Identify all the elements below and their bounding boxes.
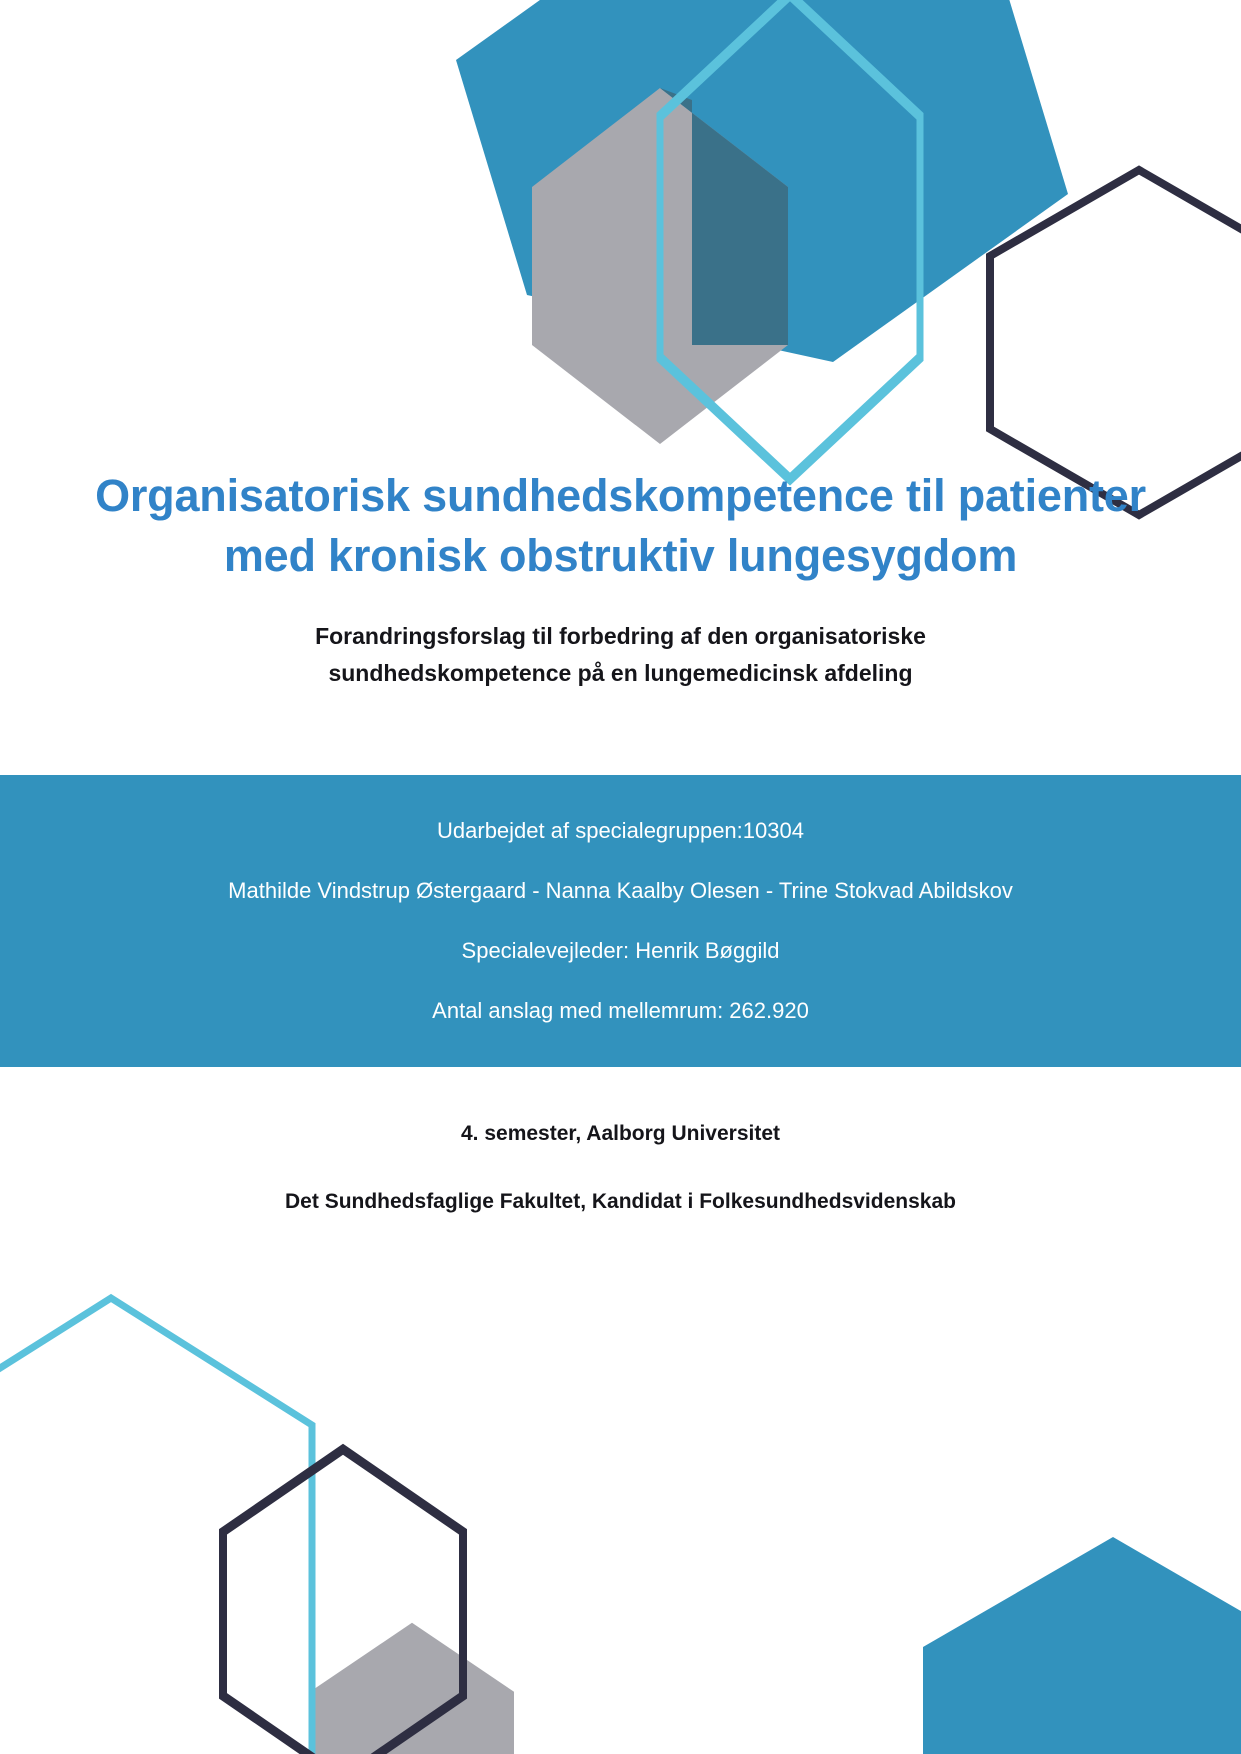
author-info-banner bbox=[0, 775, 1241, 1067]
light-blue-polyline bbox=[0, 1298, 312, 1754]
navy-hexagon-bottom-outline bbox=[223, 1449, 463, 1754]
gray-hexagon-bottom bbox=[310, 1623, 514, 1754]
info-line-supervisor: Specialevejleder: Henrik Bøggild bbox=[461, 938, 780, 963]
page-title: Organisatorisk sundhedskompetence til patienter med kronisk obstruktiv lungesygdom bbox=[95, 470, 1146, 581]
info-line-group: Udarbejdet af specialegruppen:10304 bbox=[437, 818, 804, 843]
page-subtitle: Forandringsforslag til forbedring af den organisatoriske sundhedskompetence på en lungemedicinsk afdeling bbox=[315, 623, 926, 687]
subtitle-block bbox=[0, 618, 1241, 693]
navy-hexagon-outline bbox=[990, 170, 1241, 515]
light-blue-hexagon-outline bbox=[660, 0, 920, 479]
institution-faculty: Det Sundhedsfaglige Fakultet, Kandidat i Folkesundhedsvidenskab bbox=[285, 1190, 956, 1213]
gray-hexagon-shape bbox=[532, 88, 788, 444]
institution-block bbox=[0, 1123, 1241, 1212]
teal-hexagon-bottom-right bbox=[923, 1537, 1241, 1754]
teal-hexagon-shape bbox=[456, 0, 1068, 362]
title-block bbox=[0, 466, 1241, 586]
hexagon-overlap-shape bbox=[660, 88, 788, 345]
info-line-character-count: Antal anslag med mellemrum: 262.920 bbox=[432, 998, 809, 1023]
institution-semester: 4. semester, Aalborg Universitet bbox=[460, 1122, 781, 1145]
info-line-authors: Mathilde Vindstrup Østergaard - Nanna Kaalby Olesen - Trine Stokvad Abildskov bbox=[228, 878, 1013, 903]
